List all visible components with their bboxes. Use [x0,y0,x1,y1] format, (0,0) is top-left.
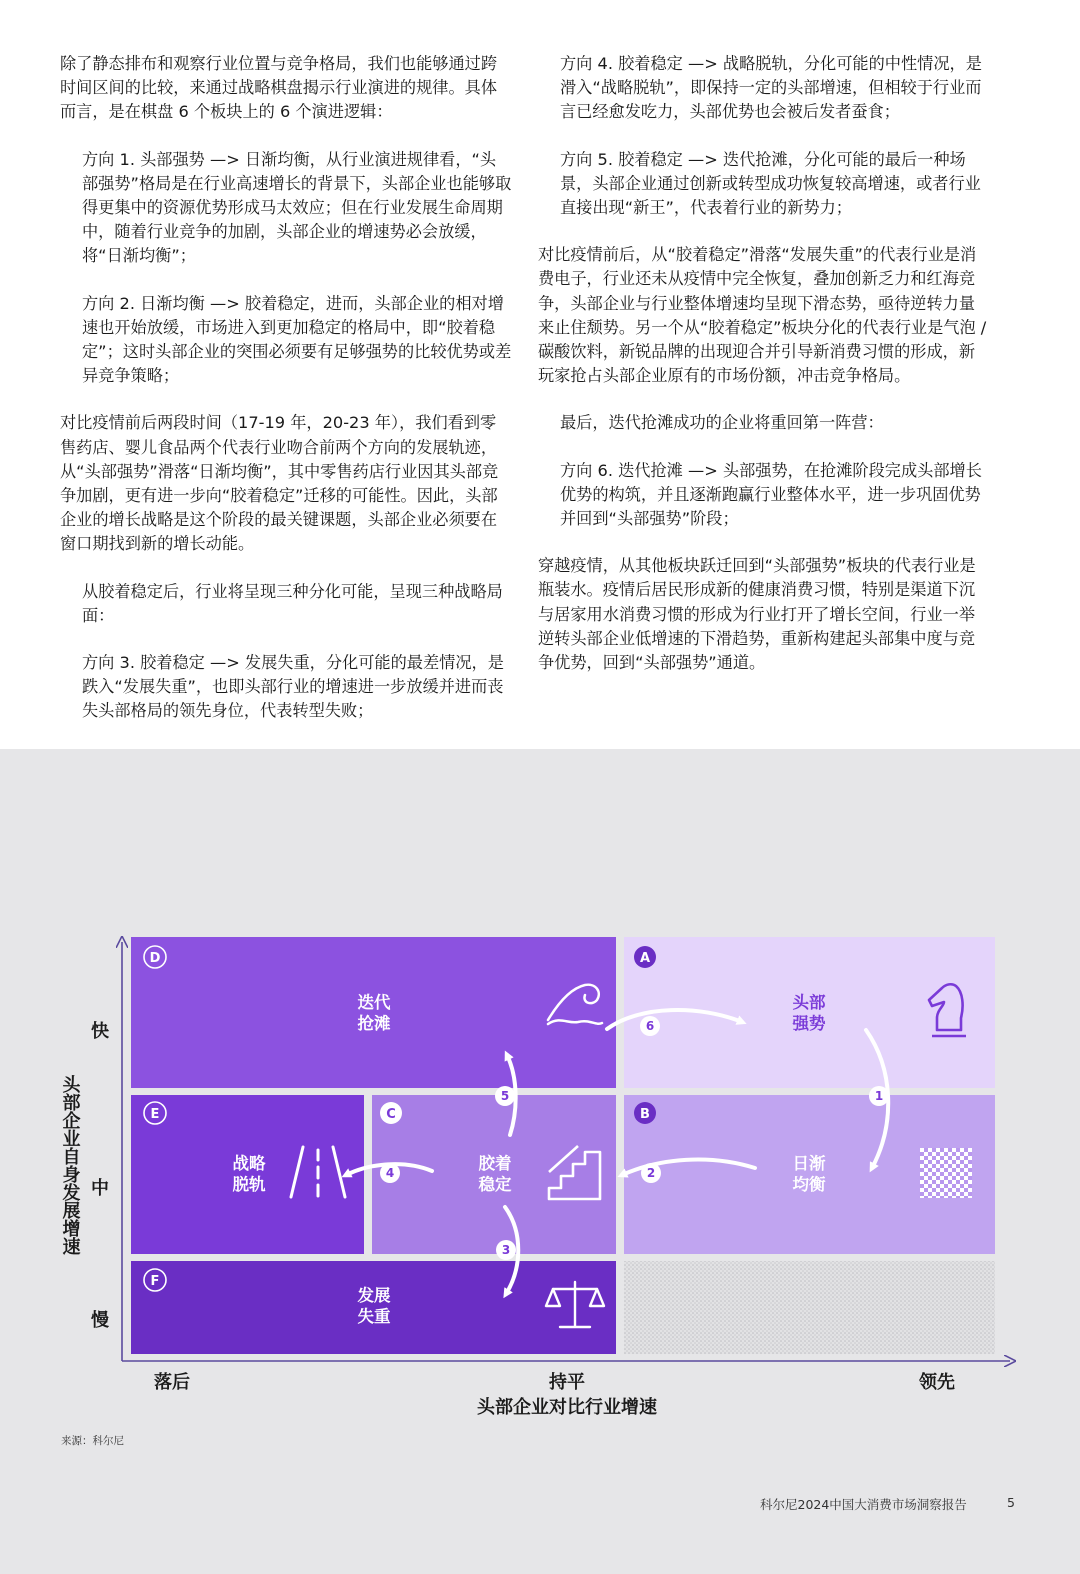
paragraph: 方向 4. 胶着稳定 —> 战略脱轨，分化可能的中性情况，是滑入“战略脱轨”，即保持一定的头部增速，但相较于行业而言已经愈发吃力，头部优势也会被后发者蚕食； [560,54,982,122]
y-tick-fast: 快 [91,1021,109,1042]
paragraph: 方向 2. 日渐均衡 —> 胶着稳定，进而，头部企业的相对增速也开始放缓，市场进入到更加稳定的格局中，即“胶着稳定”；这时头部企业的突围必须要有足够强势的比较优势或差异竞争策略； [82,293,512,386]
right-text-column [538,52,990,698]
y-axis-title: 头部企业自身发展增速 [59,1075,81,1255]
paragraph: 方向 5. 胶着稳定 —> 迭代抢滩，分化可能的最后一种场景，头部企业通过创新或转型成功恢复较高增速，或者行业直接出现“新王”，代表着行业的新势力； [560,149,981,218]
badge-d: D [149,951,161,966]
paragraph: 对比疫情前后，从“胶着稳定”滑落“发展失重”的代表行业是消费电子，行业还未从疫情中完全恢复，叠加创新乏力和红海竞争，头部企业与行业整体增速均呈现下滑态势，亟待逆转力量来止住颓势。另一个从“胶着稳定”板块分化的代表行业是气泡 / 碳酸饮料，新锐品牌的出现迎合并引导新消费习惯的形成，新玩家抢占头部企业原有的市场份额，冲击竞争格局。 [538,245,987,386]
x-tick-behind: 落后 [154,1372,190,1393]
label-b-2: 均衡 [792,1175,826,1194]
chessboard-icon [920,1148,972,1198]
label-d-1: 迭代 [357,993,391,1012]
figure-source: 来源：科尔尼 [61,1435,124,1447]
badge-e: E [150,1107,160,1122]
badge-b: B [640,1107,650,1122]
chessboard-svg [0,749,1080,1574]
label-a-2: 强势 [792,1014,826,1033]
label-e-2: 脱轨 [232,1175,266,1194]
label-c-1: 胶着 [478,1154,512,1173]
paragraph: 从胶着稳定后，行业将呈现三种分化可能，呈现三种战略局面： [82,581,503,625]
paragraph: 穿越疫情，从其他板块跃迁回到“头部强势”板块的代表行业是瓶装水。疫情后居民形成新的健康消费习惯，特别是渠道下沉与居家用水消费习惯的形成为行业打开了增长空间，行业一举逆转头部企业低增速的下滑趋势，重新构建起头部集中度与竞争优势，回到“头部强势”通道。 [538,556,976,673]
badge-f: F [150,1274,160,1289]
label-f-1: 发展 [357,1286,391,1305]
arrow-number-6: 6 [645,1019,655,1033]
arrow-number-3: 3 [501,1243,511,1257]
left-text-column [60,52,512,747]
badge-c: C [386,1107,396,1122]
paragraph: 最后，迭代抢滩成功的企业将重回第一阵营： [560,413,884,433]
y-tick-slow: 慢 [91,1310,109,1331]
label-b-1: 日渐 [792,1154,826,1173]
paragraph: 对比疫情前后两段时间（17-19 年，20-23 年），我们看到零售药店、婴儿食品两个代表行业吻合前两个方向的发展轨迹，从“头部强势”滑落“日渐均衡”，其中零售药店行业因其头部竞争加剧，更有进一步向“胶着稳定”迁移的可能性。因此，头部企业的增长战略是这个阶段的最关键课题，头部企业必须要在窗口期找到新的增长动能。 [60,413,499,554]
label-f-2: 失重 [357,1307,391,1326]
arrow-number-4: 4 [385,1166,395,1180]
x-tick-par: 持平 [549,1372,585,1393]
paragraph: 除了静态排布和观察行业位置与竞争格局，我们也能够通过跨时间区间的比较，来通过战略棋盘揭示行业演进的规律。具体而言，是在棋盘 6 个板块上的 6 个演进逻辑： [60,54,498,122]
arrow-number-5: 5 [500,1089,510,1103]
paragraph: 方向 6. 迭代抢滩 —> 头部强势，在抢滩阶段完成头部增长优势的构筑，并且逐渐跑赢行业整体水平，进一步巩固优势并回到“头部强势”阶段； [560,460,982,529]
label-c-2: 稳定 [478,1175,512,1194]
page-number: 5 [1007,1495,1015,1510]
arrow-number-1: 1 [874,1089,884,1103]
tile-empty [624,1261,995,1354]
paragraph: 方向 1. 头部强势 —> 日渐均衡，从行业演进规律看，“头部强势”格局是在行业高速增长的背景下，头部企业也能够取得更集中的资源优势形成马太效应；但在行业发展生命周期中，随着行业竞争的加剧，头部企业的增速势必会放缓，将“日渐均衡”； [82,149,512,266]
x-axis-title: 头部企业对比行业增速 [477,1397,657,1418]
paragraph: 方向 3. 胶着稳定 —> 发展失重，分化可能的最差情况，是跌入“发展失重”，也即头部行业的增速进一步放缓并进而丧失头部格局的领先身位，代表转型失败； [82,653,504,721]
tile-d [131,937,616,1088]
label-d-2: 抢滩 [357,1014,391,1033]
x-tick-ahead: 领先 [919,1372,955,1393]
badge-a: A [639,951,651,966]
label-a-1: 头部 [792,993,826,1012]
y-tick-mid: 中 [91,1178,109,1199]
arrow-number-2: 2 [646,1166,656,1180]
footer-title: 科尔尼2024中国大消费市场洞察报告 [760,1497,967,1512]
label-e-1: 战略 [232,1154,266,1173]
strategy-chessboard-figure [0,749,1080,1574]
